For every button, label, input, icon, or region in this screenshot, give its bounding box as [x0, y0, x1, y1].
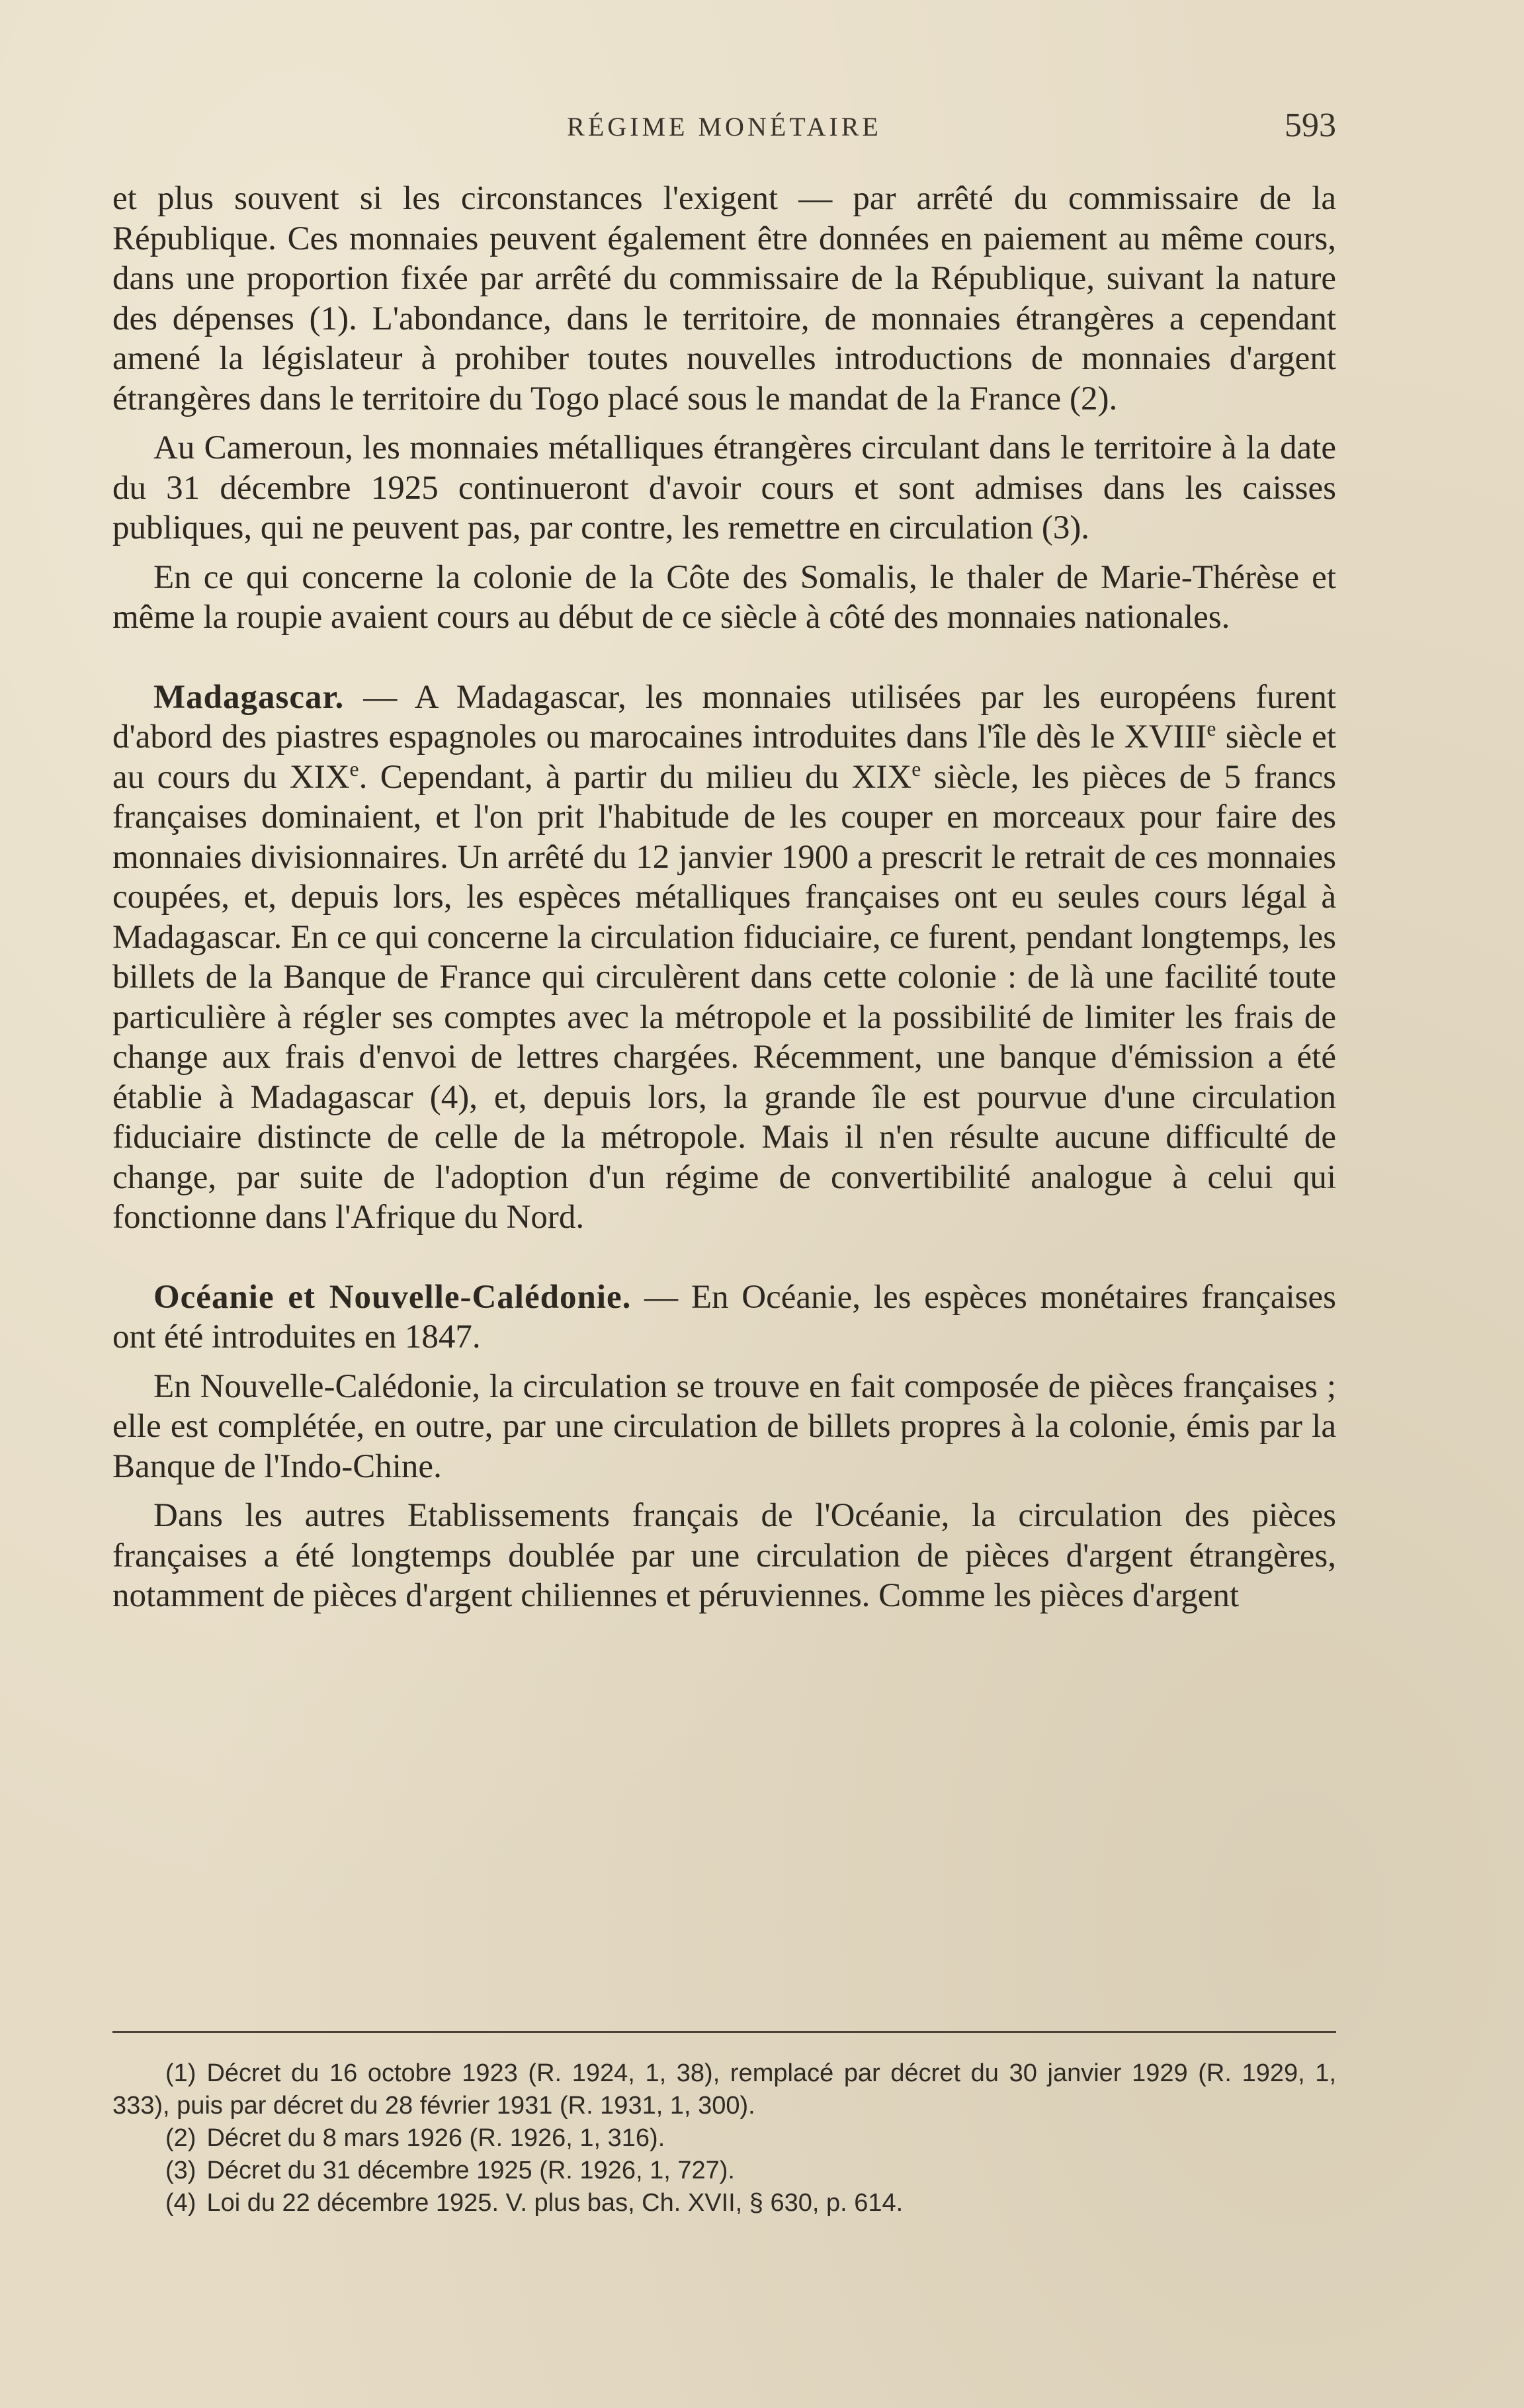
body-text: [112, 179, 1336, 1616]
madagascar-text-c: . Cependant, à partir du milieu du XIX: [359, 758, 912, 796]
oceanie-text: — En Océanie, les espèces monétaires françaises ont été introduites en 1847.: [112, 1278, 1336, 1355]
running-title: RÉGIME MONÉTAIRE: [567, 112, 882, 142]
page-number: 593: [1285, 107, 1336, 144]
section-heading-madagascar: Madagascar.: [153, 678, 345, 716]
superscript: e: [1206, 717, 1216, 740]
superscript: e: [911, 757, 921, 781]
superscript: e: [349, 757, 359, 781]
footnotes: [112, 2057, 1336, 2219]
footnote-text: Loi du 22 décembre 1925. V. plus bas, Ch. XVII, § 630, p. 614.: [206, 2189, 904, 2217]
madagascar-text-a: — A Madagascar, les monnaies utilisées par les européens furent d'abord des piastres espagnoles ou marocaines introduites dans l'île dès le XVIII: [112, 678, 1336, 755]
footnote-text: Décret du 16 octobre 1923 (R. 1924, 1, 38), remplacé par décret du 30 janvier 1929 (R. 1929, 1, 333), puis par décret du 28 février 1931 (R. 1931, 1, 300).: [112, 2059, 1336, 2120]
footnote: [112, 2187, 1336, 2219]
paragraph-madagascar: [112, 677, 1336, 1238]
footnote: [112, 2057, 1336, 2122]
footnote: [112, 2122, 1336, 2155]
footnote-number: (1): [165, 2059, 196, 2087]
footnote-number: (2): [165, 2124, 196, 2152]
footnote-number: (4): [165, 2189, 196, 2217]
madagascar-text-b: siècle et au cours du XIX: [112, 718, 1336, 796]
footnote-text: Décret du 31 décembre 1925 (R. 1926, 1, 727).: [206, 2157, 735, 2184]
paragraph-somalis: En ce qui concerne la colonie de la Côte des Somalis, le thaler de Marie-Thérèse et même la roupie avaient cours au début de ce siècle à côté des monnaies nationales.: [112, 558, 1336, 636]
paragraph-cameroun: Au Cameroun, les monnaies métalliques étrangères circulant dans le territoire à la date du 31 décembre 1925 continueront d'avoir cours et sont admises dans les caisses publiques, qui ne peuvent pas, par contre, les remettre en circulation (3).: [112, 429, 1336, 546]
footnote-divider: [112, 2031, 1336, 2033]
running-head: [112, 106, 1336, 152]
paragraph-oceanie: [112, 1277, 1336, 1357]
madagascar-text-d: siècle, les pièces de 5 francs françaises dominaient, et l'on prit l'habitude de les couper en morceaux pour faire des monnaies divisionnaires. Un arrêté du 12 janvier 1900 a prescrit le retrait de ces monnaies coupées, et, depuis lors, les espèces métalliques françaises ont eu seules cours légal à Madagascar. En ce qui concerne la circulation fiduciaire, ce furent, pendant longtemps, les billets de la Banque de France qui circulèrent dans cette colonie : de là une facilité toute particulière à régler ses comptes avec la métropole et la possibilité de limiter les frais de change aux frais d'envoi de lettres chargées. Récemment, une banque d'émission a été établie à Madagascar (4), et, depuis lors, la grande île est pourvue d'une circulation fiduciaire distincte de celle de la métropole. Mais il n'en résulte aucune difficulté de change, par suite de l'adoption d'un régime de convertibilité analogue à celui qui fonctionne dans l'Afrique du Nord.: [112, 758, 1336, 1236]
section-heading-oceanie: Océanie et Nouvelle-Calédonie.: [153, 1278, 632, 1316]
paragraph-togo: et plus souvent si les circonstances l'exigent — par arrêté du commissaire de la République. Ces monnaies peuvent également être données en paiement au même cours, dans une proportion fixée par arrêté du commissaire de la République, suivant la nature des dépenses (1). L'abondance, dans le territoire, de monnaies étrangères a cependant amené la législateur à prohiber toutes nouvelles introductions de monnaies d'argent étrangères dans le territoire du Togo placé sous le mandat de la France (2).: [112, 180, 1336, 417]
footnote-number: (3): [165, 2157, 196, 2184]
paragraph-nouvelle-caledonie: En Nouvelle-Calédonie, la circulation se trouve en fait composée de pièces françaises ; elle est complétée, en outre, par une circulation de billets propres à la colonie, émis par la Banque de l'Indo-Chine.: [112, 1367, 1336, 1485]
footnote: [112, 2155, 1336, 2187]
footnote-text: Décret du 8 mars 1926 (R. 1926, 1, 316).: [206, 2124, 665, 2152]
paragraph-etablissements: Dans les autres Etablissements français de l'Océanie, la circulation des pièces françaises a été longtemps doublée par une circulation de pièces d'argent étrangères, notamment de pièces d'argent chiliennes et péruviennes. Comme les pièces d'argent: [112, 1497, 1336, 1614]
